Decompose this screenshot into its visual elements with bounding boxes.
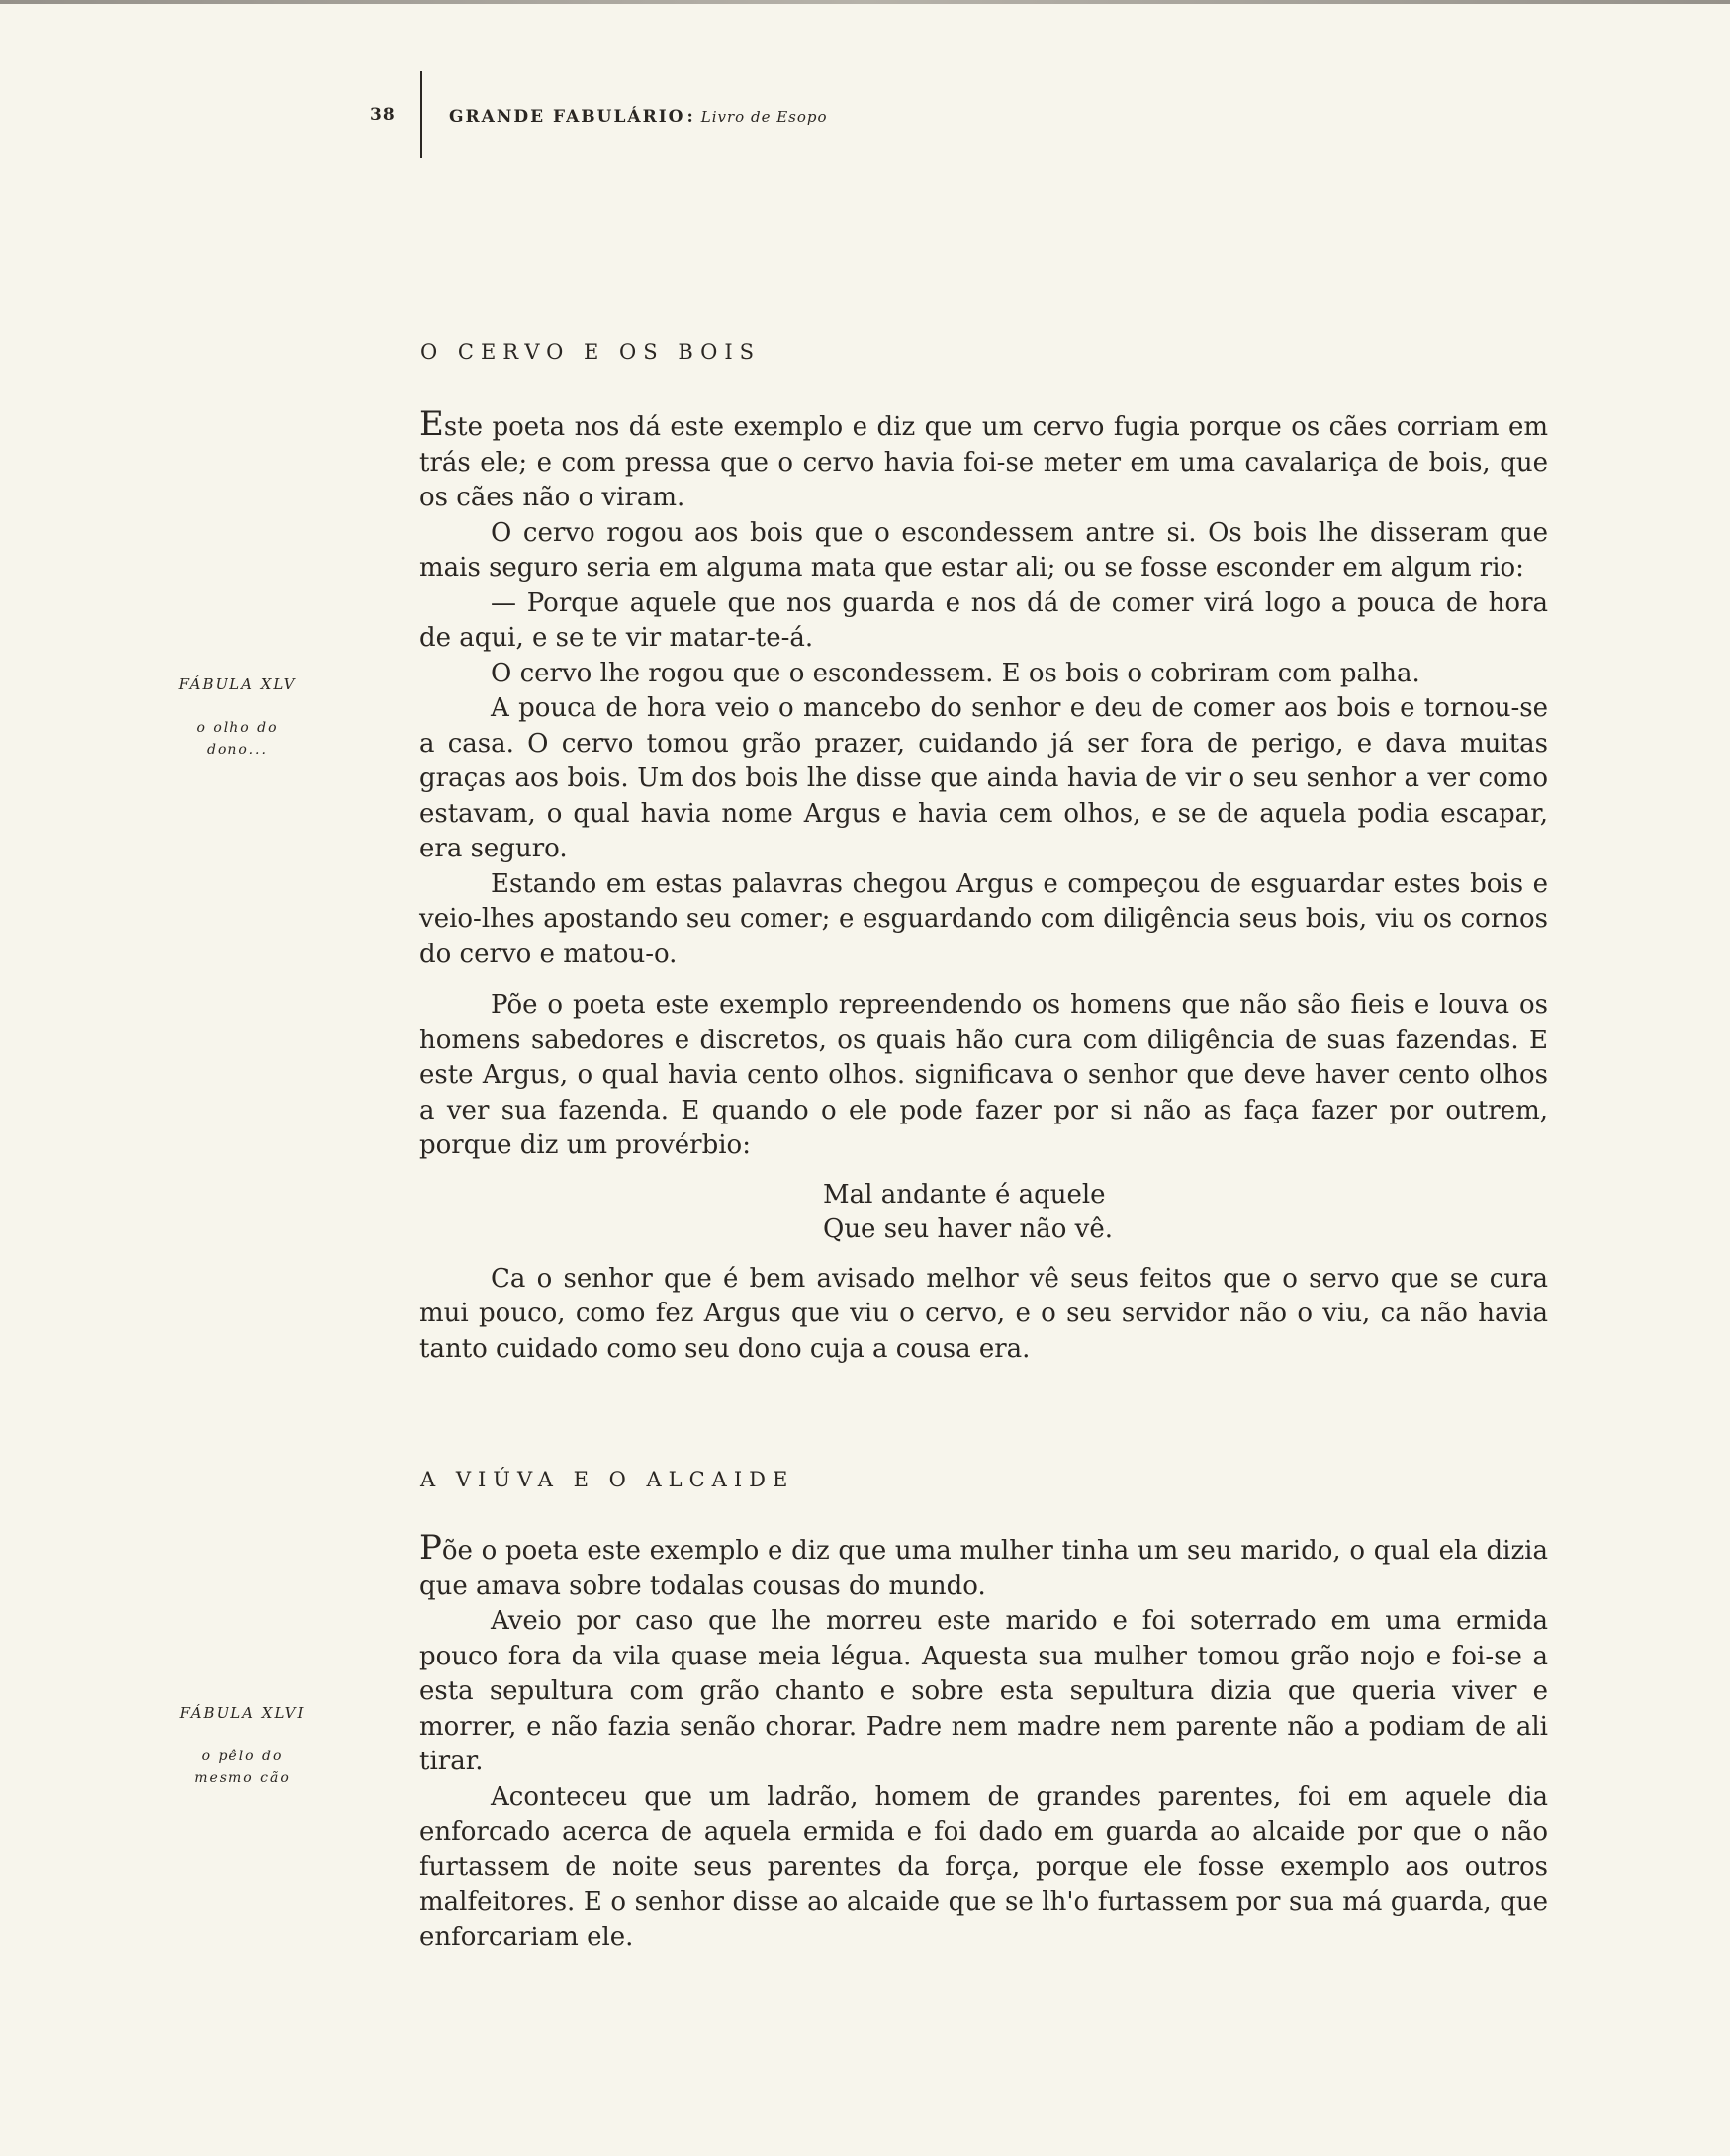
running-head <box>449 107 828 127</box>
paragraph: Este poeta nos dá este exemplo e diz que um cervo fugia porque os cães corriam em trás ele; e com pressa que o cervo havia foi-se meter em uma cavalariça de bois, que os cães não o viram. <box>419 404 1548 512</box>
fable-text <box>419 1528 1548 1955</box>
verse-line: Que seu haver não vê. <box>823 1214 1113 1244</box>
header-separator: : <box>686 107 693 127</box>
book-title: GRANDE FABULÁRIO <box>449 107 685 127</box>
paragraph: A pouca de hora veio o mancebo do senhor e deu de comer aos bois e tornou-se a casa. O cervo tomou grão prazer, cuidando já ser fora de perigo, e dava muitas graças aos bois. Um dos bois lhe disse que ainda havia de vir o seu senhor a ver como estavam, o qual havia nome Argus e havia cem olhos, e se de aquela podia escapar, era seguro. <box>419 693 1548 863</box>
closing-paragraph: Ca o senhor que é bem avisado melhor vê seus feitos que o servo que se cura mui pouco, como fez Argus que viu o cervo, e o seu servidor não o viu, ca não havia tanto cuidado como seu dono cuja a cousa era. <box>419 1263 1548 1364</box>
running-header <box>356 61 1246 150</box>
paragraph: Estando em estas palavras chegou Argus e compeçou de esguardar estes bois e veio-lhes apostando seu comer; e esguardando com diligência seus bois, viu os cornos do cervo e matou-o. <box>419 868 1548 969</box>
paragraph: O cervo rogou aos bois que o escondessem antre si. Os bois lhe disseram que mais seguro seria em alguma mata que estar ali; ou se fosse esconder em algum rio: <box>419 517 1548 583</box>
proverb-verse <box>823 1178 1548 1248</box>
header-vertical-rule <box>420 71 422 158</box>
fable-title: A VIÚVA E O ALCAIDE <box>420 1468 795 1491</box>
fable-gloss: o pêlo do mesmo cão <box>194 1749 291 1786</box>
fable-number: FÁBULA XLV <box>178 675 297 693</box>
margin-note <box>119 675 356 761</box>
moral-paragraph: Põe o poeta este exemplo repreendendo os homens que não são fieis e louva os homens sabedores e discretos, os quais hão cura com diligência de suas fazendas. E este Argus, o qual havia cento olhos. significava o senhor que deve haver cento olhos a ver sua fazenda. E quando o ele pode fazer por si não as faça fazer por outrem, porque diz um provérbio: <box>419 990 1548 1160</box>
verse-line: Mal andante é aquele <box>823 1179 1106 1210</box>
paragraph: Põe o poeta este exemplo e diz que uma mulher tinha um seu marido, o qual ela dizia que amava sobre todalas cousas do mundo. <box>419 1528 1548 1601</box>
fable-number: FÁBULA XLVI <box>179 1704 306 1722</box>
book-subtitle: Livro de Esopo <box>700 108 828 126</box>
paragraph: O cervo lhe rogou que o escondessem. E os bois o cobriram com palha. <box>491 658 1420 688</box>
page-top-edge <box>0 0 1730 4</box>
fable-text <box>419 404 1548 1367</box>
paragraph: Aveio por caso que lhe morreu este marido e foi soterrado em uma ermida pouco fora da vila quase meia légua. Aquesta sua mulher tomou grão nojo e foi-se a esta sepultura com grão chanto e sobre esta sepultura dizia que queria viver e morrer, e não fazia senão chorar. Padre nem madre nem parente não a podiam de ali tirar. <box>419 1606 1548 1776</box>
page-number: 38 <box>370 105 396 125</box>
fable-title: O CERVO E OS BOIS <box>420 340 762 364</box>
paragraph: — Porque aquele que nos guarda e nos dá de comer virá logo a pouca de hora de aqui, e se te vir matar-te-á. <box>419 587 1548 653</box>
paragraph: Aconteceu que um ladrão, homem de grandes parentes, foi em aquele dia enforcado acerca de aquela ermida e foi dado em guarda ao alcaide por que o não furtassem de noite seus parentes da força, porque ele fosse exemplo aos outros malfeitores. E o senhor disse ao alcaide que se lh'o furtassem por sua má guarda, que enforcariam ele. <box>419 1781 1548 1952</box>
fable-gloss: o olho do dono... <box>196 720 279 758</box>
margin-note <box>124 1704 361 1789</box>
